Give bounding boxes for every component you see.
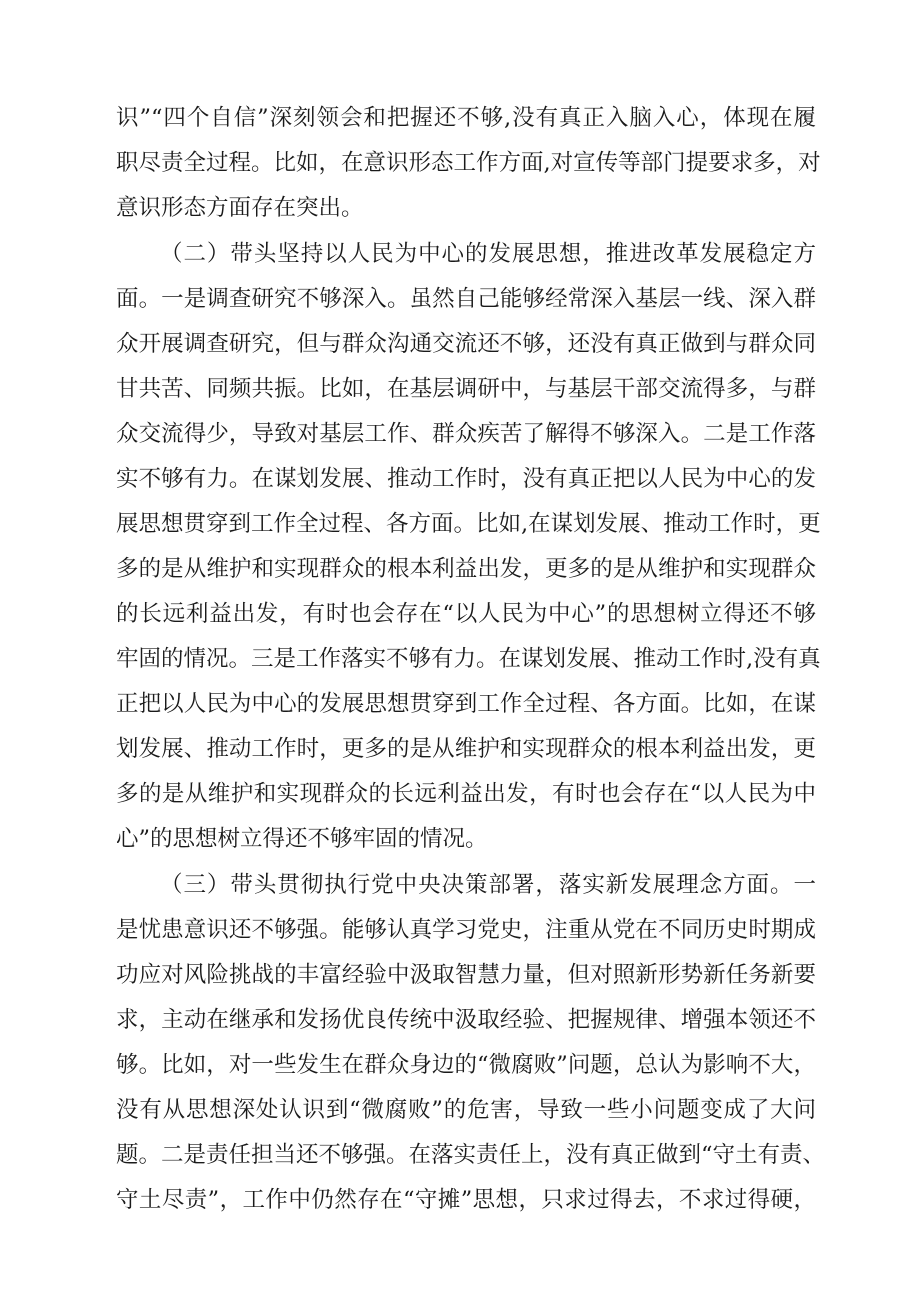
text-line: 正把以人民为中心的发展思想贯穿到工作全过程、各方面。比如，在谋 xyxy=(116,691,816,717)
text-line: 甘共苦、同频共振。比如，在基层调研中，与基层干部交流得多，与群 xyxy=(116,376,816,402)
text-line: 众交流得少，导致对基层工作、群众疾苦了解得不够深入。二是工作落 xyxy=(116,421,816,447)
text-line: 展思想贯穿到工作全过程、各方面。比如,在谋划发展、推动工作时，更 xyxy=(116,511,821,537)
text-line: 识”“四个自信”深刻领会和把握还不够,没有真正入脑入心，体现在履 xyxy=(116,105,816,131)
text-line: 意识形态方面存在突出。 xyxy=(116,195,364,221)
text-line: 心”的思想树立得还不够牢固的情况。 xyxy=(116,826,488,852)
text-line: 众开展调查研究，但与群众沟通交流还不够，还没有真正做到与群众同 xyxy=(116,331,816,357)
text-line: 面。一是调查研究不够深入。虽然自己能够经常深入基层一线、深入群 xyxy=(116,286,816,312)
text-line: 多的是从维护和实现群众的长远利益出发，有时也会存在“以人民为中 xyxy=(116,781,816,807)
text-line: 职尽责全过程。比如，在意识形态工作方面,对宣传等部门提要求多，对 xyxy=(116,150,821,176)
text-line: 的长远利益出发，有时也会存在“以人民为中心”的思想树立得还不够 xyxy=(116,601,816,627)
text-line: 划发展、推动工作时，更多的是从维护和实现群众的根本利益出发，更 xyxy=(116,736,816,762)
section-heading-3: （三）带头贯彻执行党中央决策部署，落实新发展理念方面。一 xyxy=(160,872,816,898)
text-line: 没有从思想深处认识到“微腐败”的危害，导致一些小问题变成了大问 xyxy=(116,1097,816,1123)
text-line: 实不够有力。在谋划发展、推动工作时，没有真正把以人民为中心的发 xyxy=(116,466,816,492)
text-line: 求，主动在继承和发扬优良传统中汲取经验、把握规律、增强本领还不 xyxy=(116,1007,816,1033)
text-line: 守土尽责”，工作中仍然存在“守摊”思想，只求过得去，不求过得硬， xyxy=(116,1187,816,1213)
text-line: 是忧患意识还不够强。能够认真学习党史，注重从党在不同历史时期成 xyxy=(116,917,816,943)
text-line: 题。二是责任担当还不够强。在落实责任上，没有真正做到“守土有责、 xyxy=(116,1142,826,1168)
text-line: 功应对风险挑战的丰富经验中汲取智慧力量，但对照新形势新任务新要 xyxy=(116,962,816,988)
text-line: 多的是从维护和实现群众的根本利益出发，更多的是从维护和实现群众 xyxy=(116,556,816,582)
text-line: 够。比如，对一些发生在群众身边的“微腐败”问题，总认为影响不大， xyxy=(116,1052,816,1078)
text-line: 牢固的情况。三是工作落实不够有力。在谋划发展、推动工作时,没有真 xyxy=(116,646,821,672)
section-heading-2: （二）带头坚持以人民为中心的发展思想，推进改革发展稳定方 xyxy=(160,241,816,267)
